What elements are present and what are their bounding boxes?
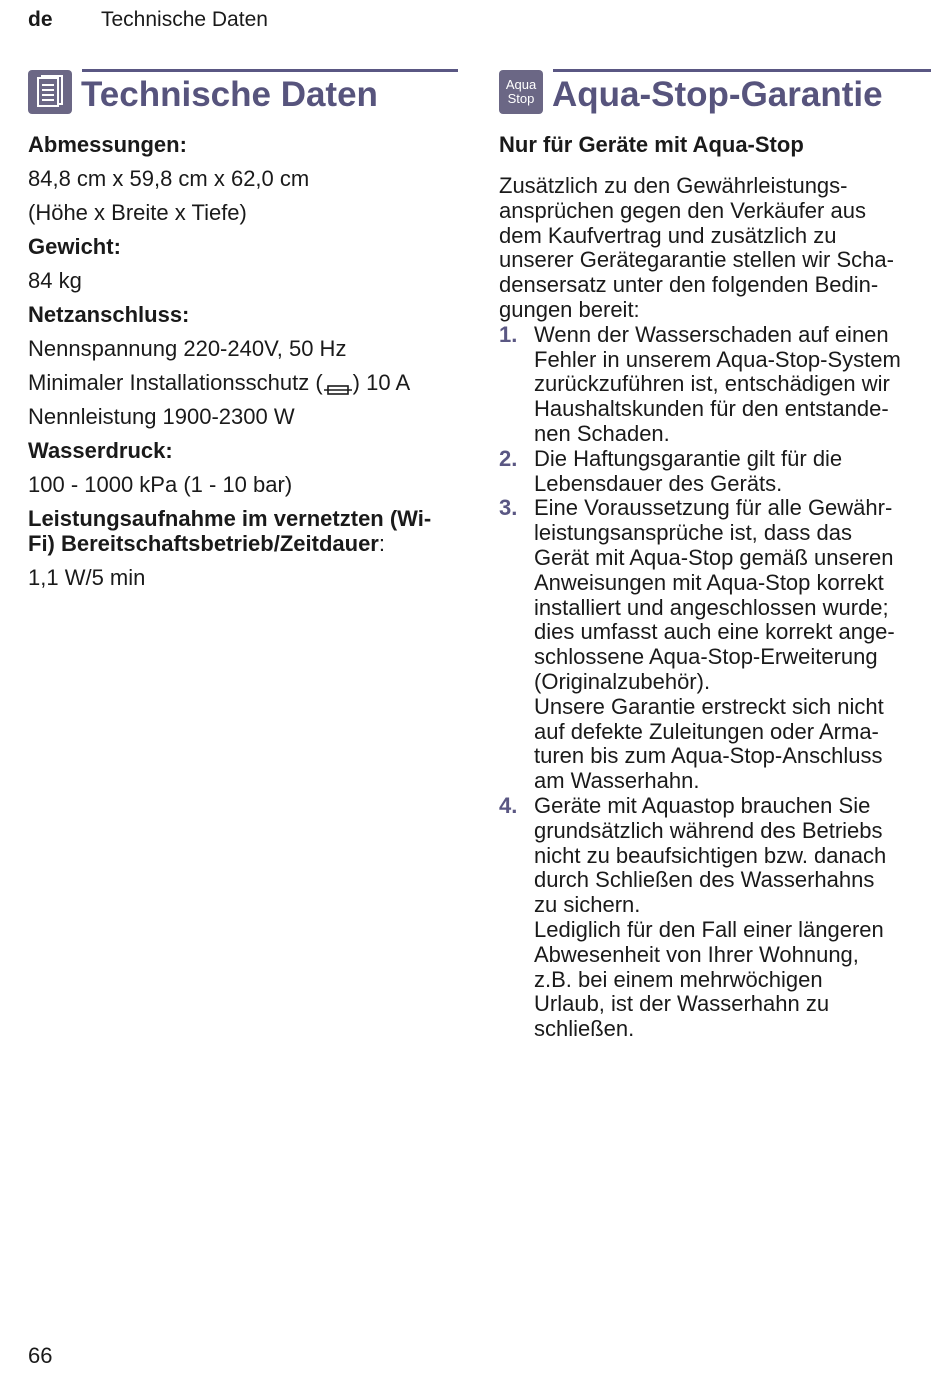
intro-line: Zusätzlich zu den Gewährleistungs- xyxy=(499,173,848,198)
item-text: Wenn der Wasserschaden auf einen Fehler in unserem Aqua-Stop-System zurückzuführen ist, entschädigen wir Haushaltskunden für den entstande- nen Schaden. xyxy=(534,321,901,446)
standby-label-line1: Leistungsaufnahme im vernetzten (Wi- xyxy=(28,506,432,531)
item-text: Geräte mit Aquastop brauchen Sie grundsätzlich während des Betriebs nicht zu beaufsichtigen bzw. danach durch Schließen des Wasserhahns zu sichern. Lediglich für den Fall einer längeren Abwesenheit von Ihrer Wohnung, z.B. bei einem mehrwöchigen Urlaub, ist der Wasserhahn zu schließen. xyxy=(534,792,887,1042)
water-pressure-value: 100 - 1000 kPa (1 - 10 bar) xyxy=(28,472,293,497)
language-code: de xyxy=(28,8,53,31)
technical-data-section xyxy=(28,68,458,599)
power-connection-label: Netzanschluss: xyxy=(28,302,190,327)
list-item xyxy=(499,323,931,447)
list-item xyxy=(499,794,931,1042)
section-rule xyxy=(82,69,458,72)
standby-label-line2: Fi) Bereitschaftsbetrieb/Zeitdauer xyxy=(28,531,379,556)
section-subheading: Nur für Geräte mit Aqua-Stop xyxy=(499,132,804,157)
intro-line: gungen bereit: xyxy=(499,296,640,322)
standby-power-label xyxy=(28,506,458,556)
aqua-stop-section xyxy=(499,68,931,1042)
aqua-stop-icon xyxy=(499,70,543,114)
item-text: Eine Voraussetzung für alle Gewähr- leistungsansprüche ist, dass das Gerät mit Aqua-Stop gemäß unseren Anweisungen mit Aqua-Stop korrekt installiert und angeschlossen wurde; dies umfasst auch eine korrekt ange- schlossene Aqua-Stop-Erweiterung (Originalzubehör). Unsere Garantie erstreckt sich nicht auf defekte Zuleitungen oder Arma- turen bis zum Aqua-Stop-Anschluss am Wasserhahn. xyxy=(534,495,895,794)
intro-paragraph xyxy=(499,174,931,323)
conditions-list xyxy=(499,323,931,1042)
section-title: Technische Daten xyxy=(81,75,378,114)
item-number: 4. xyxy=(499,792,518,818)
fuse-prefix: Minimaler Installationsschutz ( xyxy=(28,370,323,395)
item-text: Die Haftungsgarantie gilt für die Lebensdauer des Geräts. xyxy=(534,445,843,496)
standby-power-value: 1,1 W/5 min xyxy=(28,565,146,590)
aqua-icon-line1: Aqua xyxy=(505,77,537,92)
dimensions-note: (Höhe x Breite x Tiefe) xyxy=(28,200,247,225)
page-number: 66 xyxy=(28,1343,53,1368)
running-header xyxy=(28,8,268,32)
dimensions-value: 84,8 cm x 59,8 cm x 62,0 cm xyxy=(28,166,310,191)
document-list-icon xyxy=(28,70,72,114)
rated-power-value: Nennleistung 1900-2300 W xyxy=(28,404,295,429)
weight-label: Gewicht: xyxy=(28,234,121,259)
intro-line: densersatz unter den folgenden Bedin- xyxy=(499,272,879,298)
water-pressure-label: Wasserdruck: xyxy=(28,438,173,463)
intro-line: dem Kaufvertrag und zusätzlich zu xyxy=(499,222,837,248)
intro-line: unserer Gerätegarantie stellen wir Scha- xyxy=(499,247,894,273)
aqua-icon-line2: Stop xyxy=(507,91,535,106)
running-header-title: Technische Daten xyxy=(101,8,268,31)
section-header xyxy=(499,68,931,116)
standby-label-colon: : xyxy=(378,531,385,556)
section-title: Aqua-Stop-Garantie xyxy=(552,75,883,114)
dimensions-label: Abmessungen: xyxy=(28,132,187,157)
fuse-value xyxy=(28,370,458,396)
fuse-suffix: ) 10 A xyxy=(352,370,411,395)
voltage-value: Nennspannung 220-240V, 50 Hz xyxy=(28,336,347,361)
fuse-icon xyxy=(323,377,353,391)
section-header xyxy=(28,68,458,116)
spec-list xyxy=(28,132,458,591)
item-number: 1. xyxy=(499,321,518,347)
list-item xyxy=(499,447,931,497)
section-rule xyxy=(553,69,931,72)
intro-line: ansprüchen gegen den Verkäufer aus xyxy=(499,197,866,223)
item-number: 3. xyxy=(499,495,518,521)
weight-value: 84 kg xyxy=(28,268,82,293)
item-number: 2. xyxy=(499,445,518,471)
list-item xyxy=(499,496,931,794)
